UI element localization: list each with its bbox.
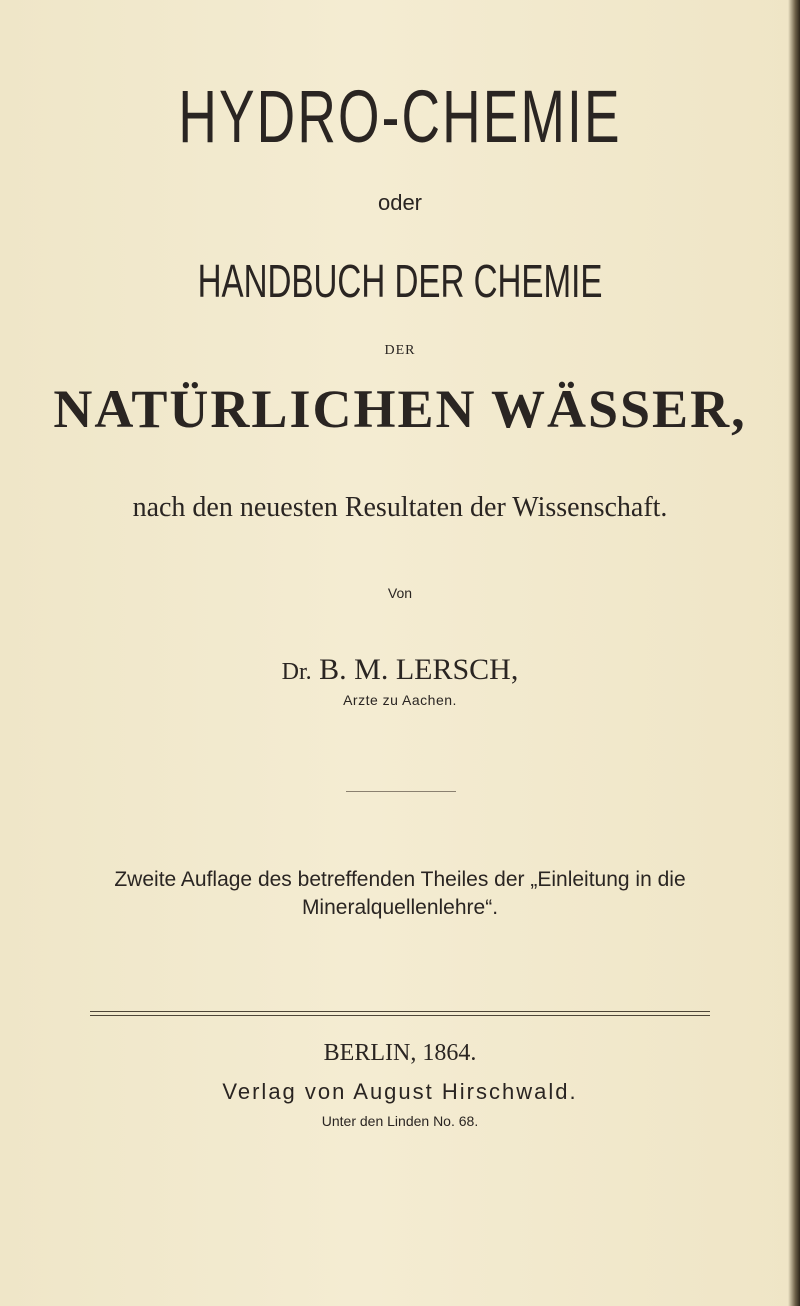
von-label: Von bbox=[387, 585, 413, 601]
edition-line-1: Zweite Auflage des betreffenden Theiles der „Einleitung in die bbox=[114, 868, 686, 891]
double-divider bbox=[90, 1011, 710, 1016]
author-line bbox=[0, 653, 800, 687]
publisher-address: Unter den Linden No. 68. bbox=[321, 1113, 479, 1129]
author-name: B. M. LERSCH, bbox=[319, 653, 519, 686]
place-year: BERLIN, 1864. bbox=[323, 1040, 477, 1066]
subtitle-handbuch: HANDBUCH DER CHEMIE bbox=[197, 255, 603, 307]
subtitle-natuerlichen-waesser: NATÜRLICHEN WÄSSER, bbox=[53, 379, 747, 439]
short-divider bbox=[346, 791, 456, 792]
der-label: DER bbox=[384, 343, 416, 358]
main-title: HYDRO-CHEMIE bbox=[178, 75, 622, 158]
publisher: Verlag von August Hirschwald. bbox=[222, 1079, 578, 1104]
edition-line-2: Mineralquellenlehre“. bbox=[301, 896, 499, 919]
author-prefix: Dr. bbox=[281, 659, 312, 685]
subtitle-line: nach den neuesten Resultaten der Wissenschaft. bbox=[132, 492, 668, 523]
author-role: Arzte zu Aachen. bbox=[343, 692, 457, 708]
connector-oder: oder bbox=[377, 190, 423, 215]
